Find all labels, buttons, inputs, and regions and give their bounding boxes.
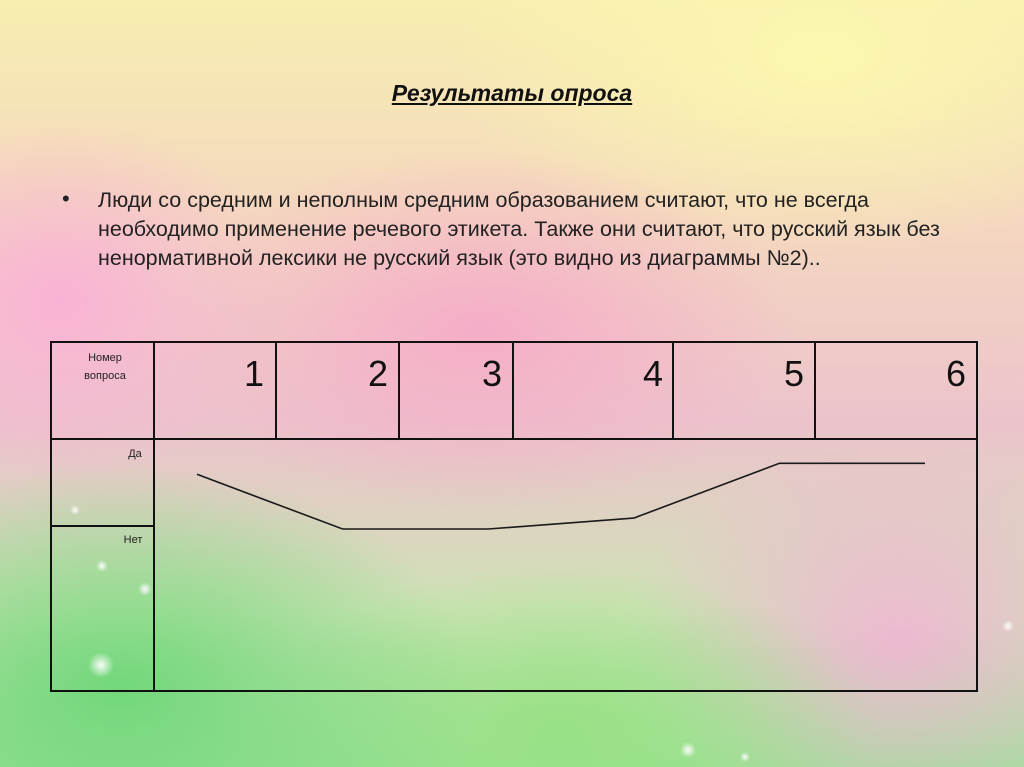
sparkle xyxy=(1002,620,1014,632)
slide-title: Результаты опроса xyxy=(391,80,633,106)
sparkle xyxy=(680,742,696,758)
question-number-1: 1 xyxy=(243,353,264,394)
row-label-yes: Да xyxy=(128,448,142,460)
row-label-no: Нет xyxy=(123,534,143,546)
question-number-6: 6 xyxy=(945,353,966,394)
survey-table xyxy=(50,341,978,692)
sparkle xyxy=(740,752,750,762)
question-number-4: 4 xyxy=(642,353,663,394)
question-number-2: 2 xyxy=(367,353,388,394)
result-line xyxy=(197,463,925,529)
body-paragraph: Люди со средним и неполным средним образованием считают, что не всегда необходимо применение речевого этикета. Также они считают, что русский язык без ненормативной лексики не русский язык (это видно из диаграммы №2).. xyxy=(98,188,940,270)
bullet-marker: • xyxy=(62,186,70,211)
question-number-5: 5 xyxy=(783,353,804,394)
header-label: Номер вопроса xyxy=(84,352,126,382)
question-number-3: 3 xyxy=(481,353,502,394)
